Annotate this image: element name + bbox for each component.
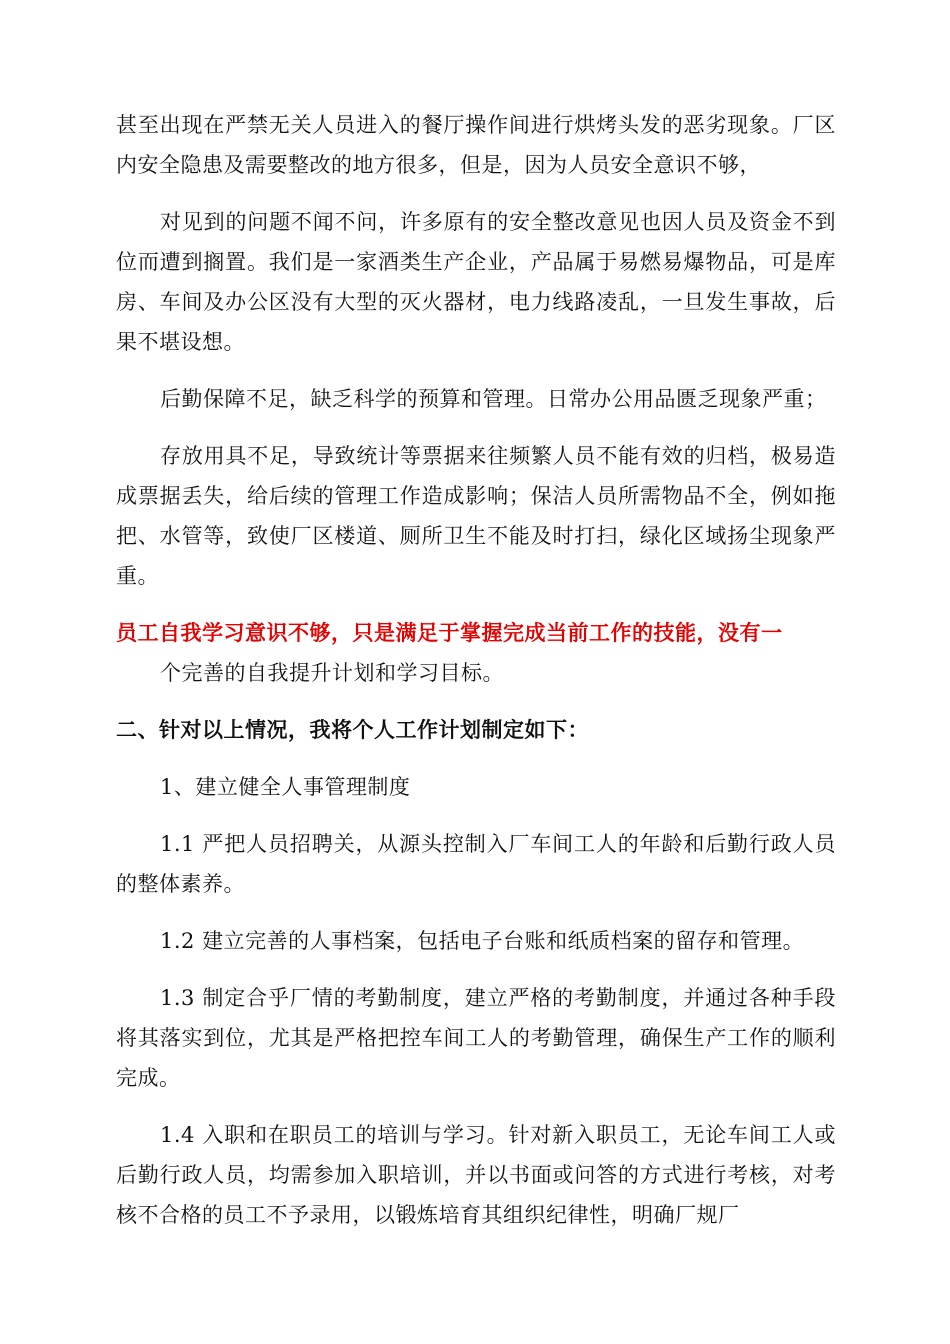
document-body: [116, 105, 836, 1235]
list-item-personnel-files: 1.2 建立完善的人事档案，包括电子台账和纸质档案的留存和管理。: [160, 929, 805, 953]
paragraph-logistics-shortage: 后勤保障不足，缺乏科学的预算和管理。日常办公用品匮乏现象严重；: [160, 387, 827, 411]
list-item-attendance: 1.3 制定合乎厂情的考勤制度，建立严格的考勤制度，并通过各种手段将其落实到位，尤其是严格把控车间工人的考勤管理，确保生产工作的顺利完成。: [116, 986, 836, 1090]
list-item-training: 1.4 入职和在职员工的培训与学习。针对新入职员工，无论车间工人或后勤行政人员，均需参加入职培训，并以书面或问答的方式进行考核，对考核不合格的员工不予录用，以锻炼培育其组织纪律性，明确厂规厂: [116, 1123, 836, 1227]
highlighted-paragraph: 员工自我学习意识不够，只是满足于掌握完成当前工作的技能，没有一: [116, 621, 783, 645]
section-heading: 二、针对以上情况，我将个人工作计划制定如下：: [116, 718, 589, 742]
list-item-hr-system: 1、建立健全人事管理制度: [160, 775, 411, 799]
paragraph-safety-rectification: 对见到的问题不闻不问，许多原有的安全整改意见也因人员及资金不到位而遭到搁置。我们是一家酒类生产企业，产品属于易燃易爆物品，可是库房、车间及办公区没有大型的灭火器材，电力线路凌乱，一旦发生事故，后果不堪设想。: [116, 210, 836, 354]
paragraph-storage-shortage: 存放用具不足，导致统计等票据来往频繁人员不能有效的归档，极易造成票据丢失，给后续的管理工作造成影响；保洁人员所需物品不全，例如拖把、水管等，致使厂区楼道、厕所卫生不能及时打扫，绿化区域扬尘现象严重。: [116, 444, 836, 588]
list-item-recruitment: 1.1 严把人员招聘关，从源头控制入厂车间工人的年龄和后勤行政人员的整体素养。: [116, 832, 836, 896]
paragraph-learning-goal: 个完善的自我提升计划和学习目标。: [160, 661, 504, 685]
paragraph-safety-awareness: 甚至出现在严禁无关人员进入的餐厅操作间进行烘烤头发的恶劣现象。厂区内安全隐患及需要整改的地方很多，但是，因为人员安全意识不够，: [116, 113, 836, 177]
